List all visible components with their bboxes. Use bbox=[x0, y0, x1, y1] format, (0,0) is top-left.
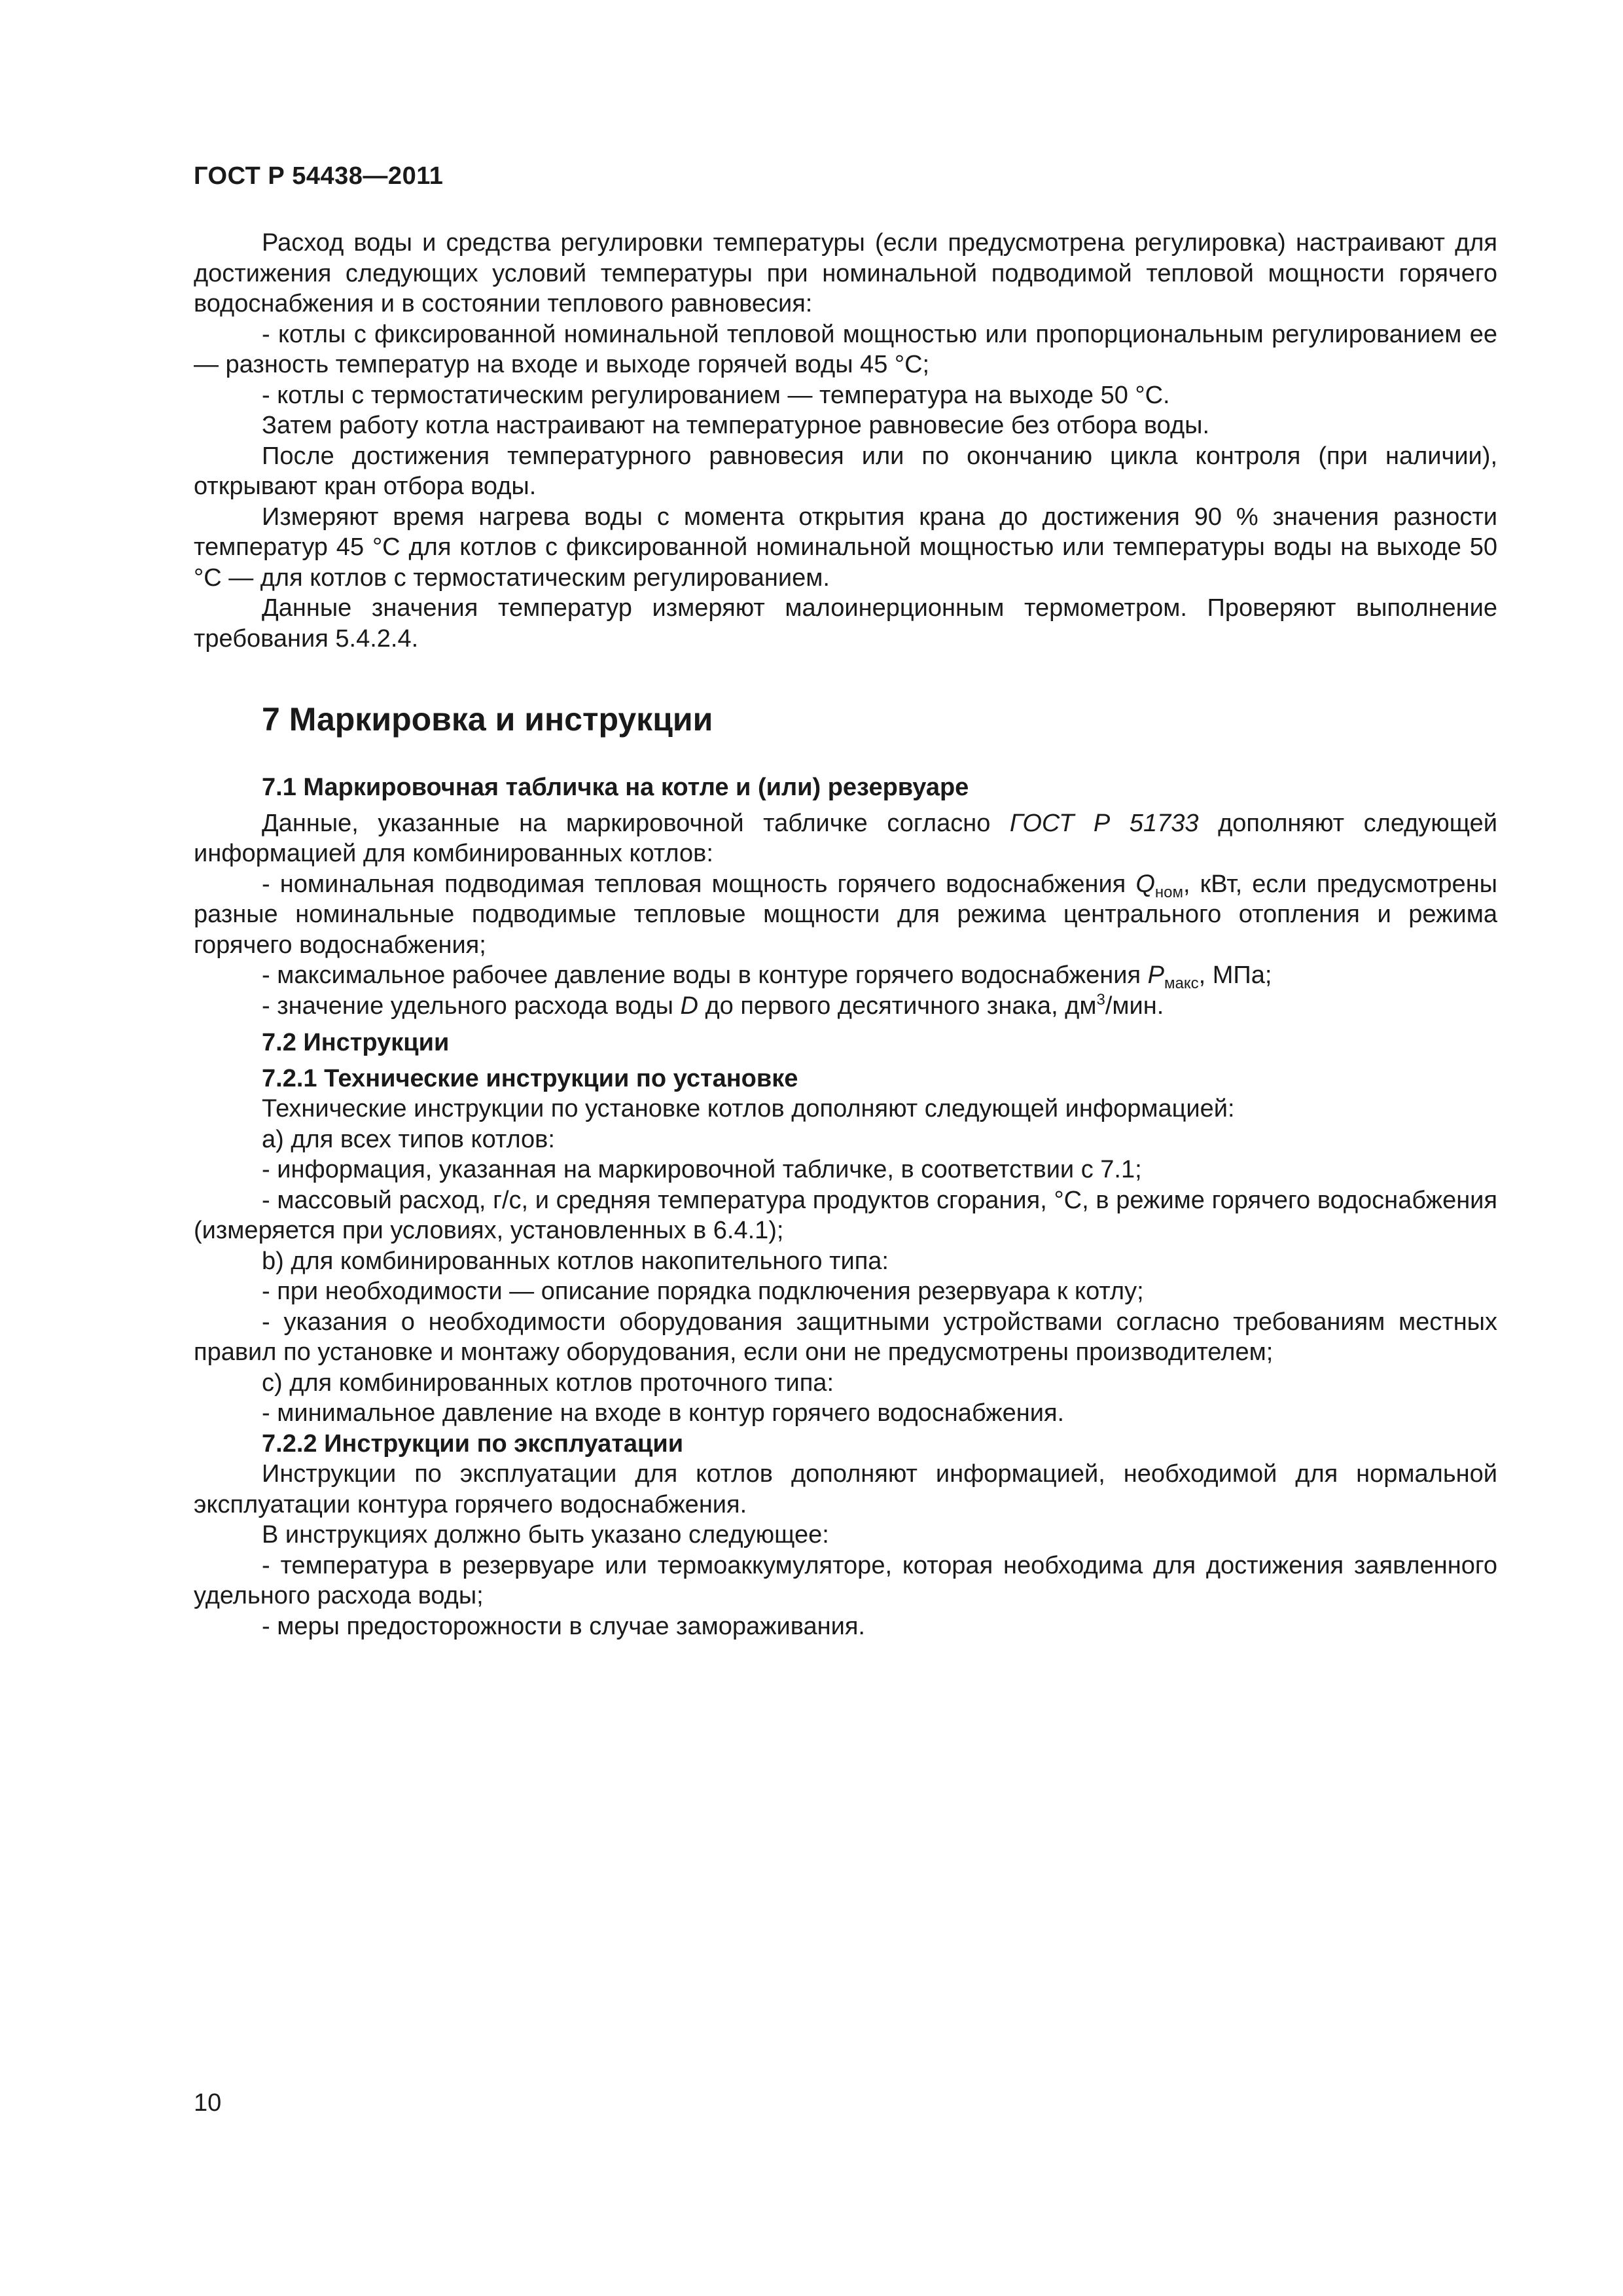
text-run: дополняют следующей информацией для комбинированных котлов: bbox=[194, 809, 1497, 867]
page-number: 10 bbox=[194, 2089, 222, 2117]
text-run: - номинальная подводимая тепловая мощность горячего водоснабжения bbox=[262, 870, 1136, 898]
text-run: - максимальное рабочее давление воды в контуре горячего водоснабжения bbox=[262, 961, 1148, 989]
paragraph: Измеряют время нагрева воды с момента открытия крана до достижения 90 % значения разности температур 45 °С для котлов с фиксированной номинальной мощностью или температуры воды на выходе 50 °С — для котлов с термостатическим регулированием. bbox=[194, 503, 1497, 592]
text-run: - значение удельного расхода воды bbox=[262, 992, 681, 1020]
text-run: до первого десятичного знака, дм bbox=[698, 992, 1097, 1020]
paragraph: Технические инструкции по установке котлов дополняют следующей информацией: bbox=[262, 1095, 1235, 1122]
symbol: P bbox=[1147, 961, 1164, 989]
subsection-title: 7.2.2 Инструкции по эксплуатации bbox=[262, 1429, 684, 1458]
text-run: Данные, указанные на маркировочной табличке согласно bbox=[262, 809, 1010, 837]
superscript: 3 bbox=[1096, 990, 1105, 1009]
paragraph: Расход воды и средства регулировки температуры (если предусмотрена регулировка) настраивают для достижения следующих условий температуры при номинальной подводимой тепловой мощности горячего водоснабжения и в состоянии теплового равновесия: bbox=[194, 229, 1497, 317]
subscript: макс bbox=[1164, 975, 1199, 992]
paragraph bbox=[194, 960, 1497, 991]
paragraph: После достижения температурного равновесия или по окончанию цикла контроля (при наличии), открывают кран отбора воды. bbox=[194, 442, 1497, 500]
subscript: ном bbox=[1154, 883, 1184, 901]
paragraph: а) для всех типов котлов: bbox=[262, 1125, 555, 1153]
paragraph: - котлы с термостатическим регулированием — температура на выходе 50 °С. bbox=[262, 381, 1170, 409]
section-title: 7 Маркировка и инструкции bbox=[262, 701, 713, 738]
subsection-title: 7.2 Инструкции bbox=[262, 1029, 450, 1056]
subsection-title: 7.1 Маркировочная табличка на котле и (или) резервуаре bbox=[262, 774, 969, 801]
text-run: /мин. bbox=[1105, 992, 1164, 1020]
paragraph: - массовый расход, г/с, и средняя температура продуктов сгорания, °С, в режиме горячего водоснабжения (измеряется при условиях, установленных в 6.4.1); bbox=[194, 1186, 1497, 1244]
text-run: , МПа; bbox=[1198, 961, 1272, 989]
paragraph: - информация, указанная на маркировочной табличке, в соответствии с 7.1; bbox=[262, 1156, 1142, 1183]
standard-reference: ГОСТ Р 51733 bbox=[1009, 809, 1199, 837]
paragraph: В инструкциях должно быть указано следующее: bbox=[262, 1521, 829, 1549]
paragraph bbox=[194, 869, 1497, 961]
subsection-title: 7.2.1 Технические инструкции по установке bbox=[262, 1064, 798, 1092]
section-7-body bbox=[194, 772, 1497, 1641]
paragraph: - котлы с фиксированной номинальной тепловой мощностью или пропорциональным регулированием ее — разность температур на входе и выходе горячей воды 45 °С; bbox=[194, 320, 1497, 378]
paragraph bbox=[194, 991, 1497, 1022]
paragraph: - минимальное давление на входе в контур горячего водоснабжения. bbox=[262, 1399, 1065, 1427]
paragraph: Затем работу котла настраивают на температурное равновесие без отбора воды. bbox=[262, 412, 1210, 439]
paragraph bbox=[194, 808, 1497, 869]
paragraph: - температура в резервуаре или термоаккумуляторе, которая необходима для достижения заявленного удельного расхода воды; bbox=[194, 1551, 1497, 1609]
symbol: Q bbox=[1135, 870, 1155, 898]
paragraph: b) для комбинированных котлов накопительного типа: bbox=[262, 1247, 889, 1275]
paragraph: Инструкции по эксплуатации для котлов дополняют информацией, необходимой для нормальной эксплуатации контура горячего водоснабжения. bbox=[194, 1460, 1497, 1518]
intro-text-block bbox=[194, 228, 1497, 654]
paragraph: - при необходимости — описание порядка подключения резервуара к котлу; bbox=[262, 1278, 1144, 1305]
text-run: , кВт, если предусмотрены разные номинальные подводимые тепловые мощности для режима центрального отопления и режима горячего водоснабжения; bbox=[194, 870, 1497, 959]
paragraph: с) для комбинированных котлов проточного типа: bbox=[262, 1369, 834, 1397]
document-header: ГОСТ Р 54438—2011 bbox=[194, 162, 444, 190]
paragraph: - указания о необходимости оборудования защитными устройствами согласно требованиям местных правил по установке и монтажу оборудования, если они не предусмотрены производителем; bbox=[194, 1308, 1497, 1366]
symbol: D bbox=[680, 992, 698, 1020]
paragraph: Данные значения температур измеряют малоинерционным термометром. Проверяют выполнение требования 5.4.2.4. bbox=[194, 594, 1497, 653]
paragraph: - меры предосторожности в случае замораживания. bbox=[262, 1612, 865, 1640]
